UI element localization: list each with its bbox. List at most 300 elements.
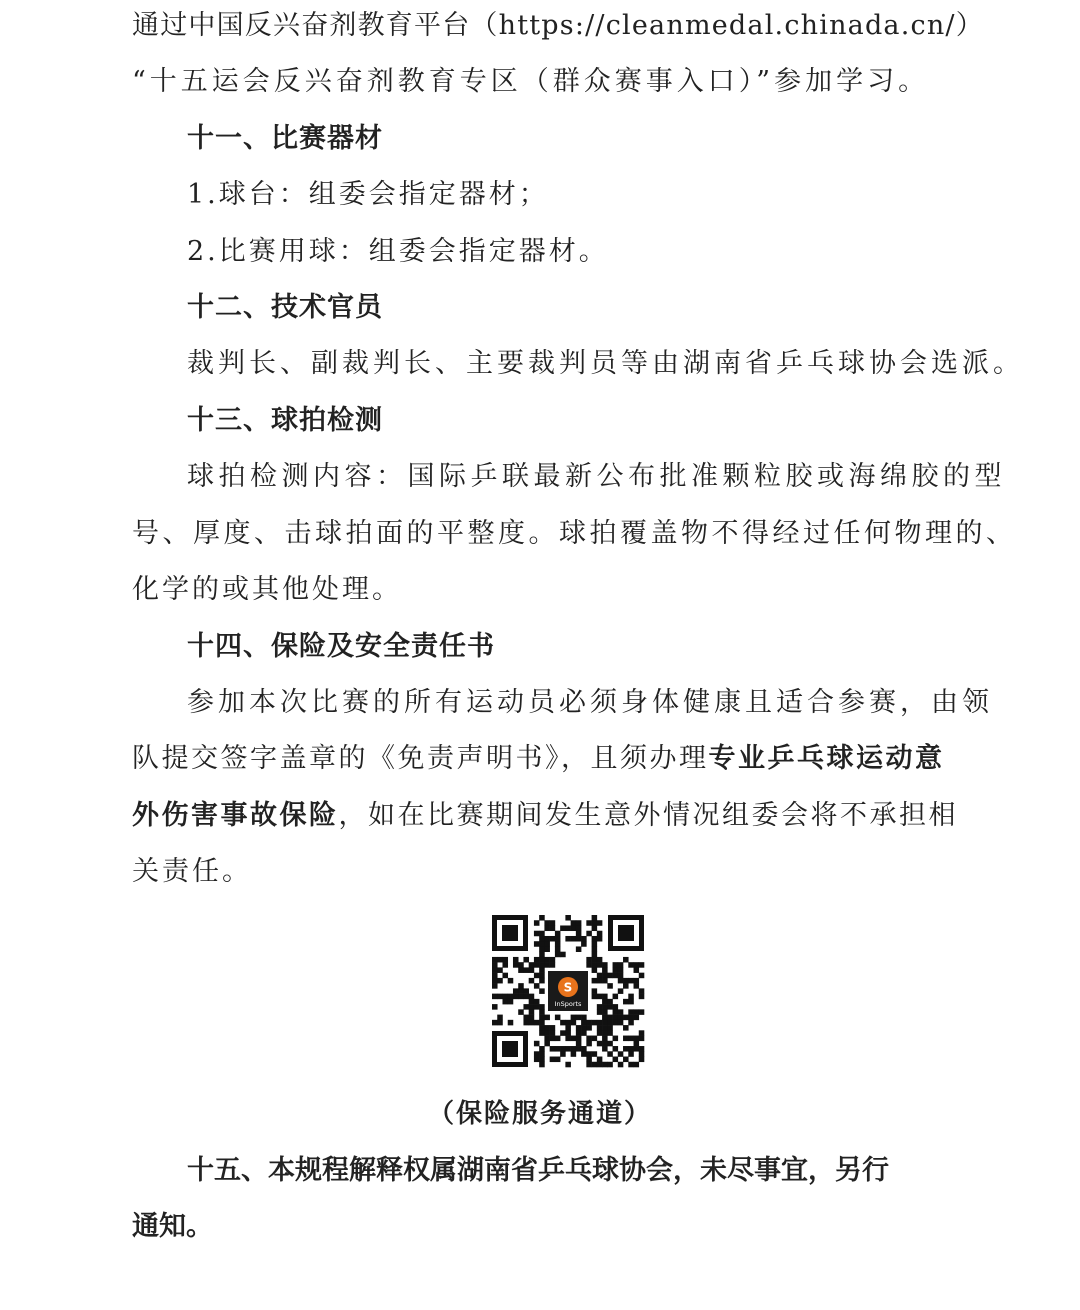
- qr-module: [592, 957, 598, 963]
- qr-module: [607, 1004, 613, 1010]
- qr-module: [492, 967, 498, 973]
- qr-module: [523, 1015, 529, 1021]
- qr-module: [628, 1015, 634, 1021]
- qr-module: [581, 1025, 587, 1031]
- qr-module: [523, 994, 529, 1000]
- qr-module: [628, 1009, 634, 1015]
- qr-module: [634, 967, 640, 973]
- qr-module: [560, 952, 566, 958]
- qr-module: [597, 1009, 603, 1015]
- qr-module: [592, 978, 598, 984]
- qr-module: [639, 1046, 645, 1052]
- qr-module: [639, 994, 645, 1000]
- qr-module: [623, 957, 629, 963]
- qr-module: [597, 936, 603, 942]
- qr-module: [634, 1009, 640, 1015]
- qr-module: [639, 1036, 645, 1042]
- qr-module: [634, 1036, 640, 1042]
- section-14-line-3-plain: ，如在比赛期间发生意外情况组委会将不承担相: [338, 800, 958, 831]
- section-14-line-2: [132, 739, 952, 779]
- qr-module: [565, 1020, 571, 1026]
- qr-module: [571, 1015, 577, 1021]
- qr-module: [534, 1020, 540, 1026]
- qr-module: [602, 1009, 608, 1015]
- qr-module: [581, 1051, 587, 1057]
- qr-module: [592, 920, 598, 926]
- qr-module: [518, 967, 524, 973]
- qr-module: [534, 1051, 540, 1057]
- qr-module: [576, 925, 582, 931]
- section-13-heading: 十三、球拍检测: [187, 405, 383, 436]
- qr-module: [560, 1051, 566, 1057]
- qr-module: [539, 962, 545, 968]
- qr-module: [623, 1046, 629, 1052]
- qr-module: [618, 973, 624, 979]
- qr-module: [576, 946, 582, 952]
- qr-module: [565, 1062, 571, 1068]
- qr-module: [565, 1025, 571, 1031]
- qr-module: [534, 983, 540, 989]
- qr-module: [565, 936, 571, 942]
- qr-module: [518, 994, 524, 1000]
- qr-module: [508, 994, 514, 1000]
- qr-module: [529, 999, 535, 1005]
- qr-module: [529, 1015, 535, 1021]
- qr-module: [497, 1020, 503, 1026]
- qr-module: [597, 920, 603, 926]
- qr-module: [613, 1057, 619, 1063]
- qr-module: [529, 1004, 535, 1010]
- qr-module: [539, 988, 545, 994]
- qr-module: [613, 973, 619, 979]
- qr-module: [581, 1046, 587, 1052]
- qr-module: [492, 957, 498, 963]
- qr-module: [529, 967, 535, 973]
- qr-caption: （保险服务通道）: [427, 1099, 652, 1129]
- qr-module: [534, 941, 540, 947]
- qr-module: [613, 1020, 619, 1026]
- qr-module: [592, 952, 598, 958]
- qr-module: [513, 962, 519, 968]
- qr-module: [613, 1009, 619, 1015]
- qr-module: [550, 925, 556, 931]
- qr-module: [634, 978, 640, 984]
- qr-module: [576, 1036, 582, 1042]
- qr-module: [607, 999, 613, 1005]
- qr-module: [550, 1036, 556, 1042]
- qr-module: [602, 973, 608, 979]
- qr-module: [497, 967, 503, 973]
- qr-module: [592, 1036, 598, 1042]
- qr-module: [544, 957, 550, 963]
- qr-module: [565, 1036, 571, 1042]
- qr-module: [576, 931, 582, 937]
- qr-module: [576, 1041, 582, 1047]
- section-14-line-3: [132, 796, 958, 836]
- qr-module: [544, 1030, 550, 1036]
- qr-module: [634, 1041, 640, 1047]
- qr-module: [602, 1025, 608, 1031]
- qr-module: [565, 915, 571, 921]
- qr-module: [508, 999, 514, 1005]
- qr-module: [607, 1020, 613, 1026]
- qr-module: [565, 925, 571, 931]
- qr-module: [592, 946, 598, 952]
- qr-module: [539, 931, 545, 937]
- qr-module: [534, 920, 540, 926]
- qr-module: [529, 962, 535, 968]
- qr-module: [597, 978, 603, 984]
- section-12-heading: 十二、技术官员: [187, 292, 383, 323]
- qr-module: [534, 1004, 540, 1010]
- qr-module: [513, 988, 519, 994]
- qr-module: [492, 994, 498, 1000]
- qr-module: [508, 978, 514, 984]
- qr-module: [623, 1057, 629, 1063]
- qr-module: [492, 1004, 498, 1010]
- qr-module: [539, 1046, 545, 1052]
- qr-module: [613, 962, 619, 968]
- qr-module: [597, 1030, 603, 1036]
- qr-module: [607, 1062, 613, 1068]
- qr-module: [581, 1020, 587, 1026]
- qr-module: [576, 1030, 582, 1036]
- qr-module: [502, 957, 508, 963]
- qr-module: [571, 920, 577, 926]
- qr-module: [597, 994, 603, 1000]
- qr-module: [555, 936, 561, 942]
- qr-module: [523, 1020, 529, 1026]
- section-13-line-1: 球拍检测内容：国际乒联最新公布批准颗粒胶或海绵胶的型: [187, 461, 1006, 492]
- qr-module: [555, 941, 561, 947]
- qr-module: [592, 962, 598, 968]
- section-14-line-4: 关责任。: [132, 856, 252, 887]
- qr-module: [586, 920, 592, 926]
- qr-module: [581, 1030, 587, 1036]
- qr-module: [576, 1015, 582, 1021]
- qr-module: [581, 941, 587, 947]
- qr-module: [539, 1057, 545, 1063]
- qr-module: [550, 1030, 556, 1036]
- qr-module: [492, 978, 498, 984]
- qr-module: [628, 994, 634, 1000]
- section-11-item-2: 2.比赛用球：组委会指定器材。: [187, 236, 609, 267]
- qr-module: [534, 1057, 540, 1063]
- qr-module: [623, 1025, 629, 1031]
- section-15-line-2: 通知。: [132, 1211, 213, 1242]
- qr-module: [613, 967, 619, 973]
- qr-module: [550, 962, 556, 968]
- qr-module: [539, 946, 545, 952]
- qr-module: [550, 957, 556, 963]
- qr-module: [597, 1004, 603, 1010]
- qr-module: [586, 957, 592, 963]
- qr-module: [602, 994, 608, 1000]
- qr-module: [628, 999, 634, 1005]
- qr-module: [544, 1041, 550, 1047]
- section-14-line-2-plain: 队提交签字盖章的《免责声明书》，且须办理: [132, 743, 709, 774]
- qr-module: [576, 1046, 582, 1052]
- insurance-emphasis-2: 外伤害事故保险: [132, 800, 339, 831]
- qr-module: [534, 957, 540, 963]
- section-14-heading: 十四、保险及安全责任书: [187, 631, 495, 662]
- qr-module: [571, 1046, 577, 1052]
- qr-module: [529, 978, 535, 984]
- qr-module: [571, 1020, 577, 1026]
- qr-module: [592, 1051, 598, 1057]
- qr-module: [597, 1025, 603, 1031]
- qr-module: [581, 1015, 587, 1021]
- qr-module: [602, 1046, 608, 1052]
- qr-module: [539, 1004, 545, 1010]
- qr-module: [555, 1015, 561, 1021]
- qr-module: [560, 1020, 566, 1026]
- qr-module: [613, 1046, 619, 1052]
- doping-line-1: 通过中国反兴奋剂教育平台（https://cleanmedal.chinada.cn/）: [132, 10, 984, 41]
- qr-module: [623, 1036, 629, 1042]
- section-13-line-3: 化学的或其他处理。: [132, 574, 402, 605]
- insurance-qr-code[interactable]: [490, 913, 646, 1069]
- qr-module: [544, 920, 550, 926]
- qr-module: [571, 936, 577, 942]
- qr-module: [492, 962, 498, 968]
- section-12-body: 裁判长、副裁判长、主要裁判员等由湖南省乒乓球协会选派。: [187, 348, 1024, 379]
- qr-module: [571, 925, 577, 931]
- qr-module: [544, 1025, 550, 1031]
- qr-module: [607, 1025, 613, 1031]
- qr-code-graphic: [490, 913, 646, 1069]
- qr-module: [539, 978, 545, 984]
- qr-module: [523, 957, 529, 963]
- qr-module: [544, 1036, 550, 1042]
- qr-module: [550, 1057, 556, 1063]
- qr-module: [592, 1020, 598, 1026]
- qr-module: [539, 1025, 545, 1031]
- qr-module: [618, 1020, 624, 1026]
- qr-module: [534, 999, 540, 1005]
- qr-module: [602, 962, 608, 968]
- qr-module: [523, 988, 529, 994]
- qr-module: [597, 931, 603, 937]
- qr-module: [555, 931, 561, 937]
- qr-module: [497, 994, 503, 1000]
- qr-module: [602, 978, 608, 984]
- qr-module: [602, 967, 608, 973]
- qr-module: [508, 1020, 514, 1026]
- qr-module: [518, 1009, 524, 1015]
- qr-module: [607, 1051, 613, 1057]
- qr-module: [607, 973, 613, 979]
- qr-module: [628, 1020, 634, 1026]
- qr-module: [539, 967, 545, 973]
- qr-module: [602, 1041, 608, 1047]
- qr-module: [586, 1051, 592, 1057]
- qr-module: [634, 1015, 640, 1021]
- qr-module: [634, 1046, 640, 1052]
- qr-module: [618, 1015, 624, 1021]
- qr-module: [539, 957, 545, 963]
- qr-module: [634, 1062, 640, 1068]
- qr-module: [555, 1046, 561, 1052]
- qr-module: [539, 1020, 545, 1026]
- qr-module: [544, 946, 550, 952]
- qr-module: [550, 1046, 556, 1052]
- qr-module: [628, 1051, 634, 1057]
- qr-module: [555, 952, 561, 958]
- qr-module: [565, 1030, 571, 1036]
- qr-module: [628, 1046, 634, 1052]
- qr-module: [529, 1020, 535, 1026]
- qr-module: [550, 920, 556, 926]
- section-13-line-2: 号、厚度、击球拍面的平整度。球拍覆盖物不得经过任何物理的、: [132, 518, 1017, 549]
- qr-module: [597, 1041, 603, 1047]
- qr-module: [550, 1025, 556, 1031]
- qr-module: [539, 1062, 545, 1068]
- qr-module: [529, 1009, 535, 1015]
- qr-module: [623, 983, 629, 989]
- qr-module: [618, 978, 624, 984]
- qr-module: [576, 920, 582, 926]
- doping-line-2: “十五运会反兴奋剂教育专区（群众赛事入口）”参加学习。: [132, 66, 930, 97]
- qr-module: [539, 915, 545, 921]
- qr-module: [571, 1036, 577, 1042]
- qr-module: [586, 1062, 592, 1068]
- qr-module: [618, 962, 624, 968]
- qr-module: [618, 967, 624, 973]
- qr-module: [513, 957, 519, 963]
- qr-module: [592, 967, 598, 973]
- qr-module: [539, 1051, 545, 1057]
- qr-module: [592, 936, 598, 942]
- qr-module: [502, 994, 508, 1000]
- qr-module: [492, 983, 498, 989]
- qr-module: [639, 1009, 645, 1015]
- qr-module: [607, 1041, 613, 1047]
- qr-module: [639, 1030, 645, 1036]
- qr-module: [550, 936, 556, 942]
- qr-module: [623, 1015, 629, 1021]
- qr-module: [597, 1057, 603, 1063]
- qr-module: [544, 941, 550, 947]
- qr-module: [502, 962, 508, 968]
- qr-module: [607, 1015, 613, 1021]
- qr-module: [581, 936, 587, 942]
- qr-module: [544, 936, 550, 942]
- qr-module: [618, 1009, 624, 1015]
- qr-module: [539, 952, 545, 958]
- qr-module: [597, 962, 603, 968]
- qr-module: [523, 1004, 529, 1010]
- qr-module: [576, 936, 582, 942]
- qr-module: [592, 925, 598, 931]
- qr-module: [523, 967, 529, 973]
- qr-module: [539, 936, 545, 942]
- qr-module: [628, 962, 634, 968]
- qr-module: [628, 978, 634, 984]
- section-11-item-1: 1.球台：组委会指定器材；: [187, 179, 549, 210]
- qr-module: [534, 962, 540, 968]
- qr-module: [613, 1015, 619, 1021]
- qr-module: [586, 931, 592, 937]
- insports-logo-text: InSports: [554, 1000, 582, 1008]
- qr-module: [602, 1030, 608, 1036]
- qr-module: [597, 1062, 603, 1068]
- section-15-line-1: 十五、本规程解释权属湖南省乒乓球协会，未尽事宜，另行: [187, 1155, 889, 1186]
- qr-module: [560, 1046, 566, 1052]
- qr-module: [571, 1051, 577, 1057]
- qr-module: [586, 962, 592, 968]
- qr-module: [634, 983, 640, 989]
- qr-module: [602, 1036, 608, 1042]
- qr-module: [607, 983, 613, 989]
- qr-module: [597, 1020, 603, 1026]
- qr-module: [597, 957, 603, 963]
- qr-module: [534, 931, 540, 937]
- qr-module: [639, 962, 645, 968]
- qr-module: [502, 999, 508, 1005]
- qr-module: [529, 994, 535, 1000]
- qr-module: [586, 1036, 592, 1042]
- qr-module: [539, 973, 545, 979]
- qr-module: [497, 1015, 503, 1021]
- qr-module: [628, 1036, 634, 1042]
- qr-module: [634, 962, 640, 968]
- section-14-line-1: 参加本次比赛的所有运动员必须身体健康且适合参赛，由领: [187, 687, 993, 718]
- qr-module: [602, 1004, 608, 1010]
- qr-module: [586, 1057, 592, 1063]
- qr-module: [544, 925, 550, 931]
- qr-module: [492, 973, 498, 979]
- qr-module: [534, 973, 540, 979]
- qr-module: [623, 999, 629, 1005]
- qr-module: [518, 983, 524, 989]
- qr-module: [639, 1057, 645, 1063]
- qr-module: [618, 1062, 624, 1068]
- qr-module: [555, 1036, 561, 1042]
- qr-module: [597, 973, 603, 979]
- section-11-heading: 十一、比赛器材: [187, 123, 383, 154]
- qr-module: [602, 999, 608, 1005]
- qr-module: [613, 994, 619, 1000]
- qr-module: [565, 1046, 571, 1052]
- qr-module: [639, 973, 645, 979]
- qr-module: [560, 925, 566, 931]
- qr-module: [602, 1015, 608, 1021]
- insurance-emphasis-1: 专业乒乓球运动意: [708, 743, 945, 774]
- qr-module: [607, 1030, 613, 1036]
- qr-module: [592, 915, 598, 921]
- qr-module: [539, 1015, 545, 1021]
- qr-module: [544, 1015, 550, 1021]
- qr-module: [497, 957, 503, 963]
- svg-text:S: S: [563, 980, 573, 995]
- qr-module: [539, 1030, 545, 1036]
- qr-module: [560, 1030, 566, 1036]
- qr-module: [539, 941, 545, 947]
- qr-module: [586, 1041, 592, 1047]
- qr-module: [513, 994, 519, 1000]
- qr-module: [592, 994, 598, 1000]
- qr-module: [586, 1020, 592, 1026]
- qr-module: [592, 1062, 598, 1068]
- qr-module: [592, 988, 598, 994]
- qr-module: [586, 1025, 592, 1031]
- qr-module: [492, 1020, 498, 1026]
- qr-module: [518, 988, 524, 994]
- qr-module: [592, 941, 598, 947]
- qr-module: [502, 973, 508, 979]
- qr-module: [576, 1025, 582, 1031]
